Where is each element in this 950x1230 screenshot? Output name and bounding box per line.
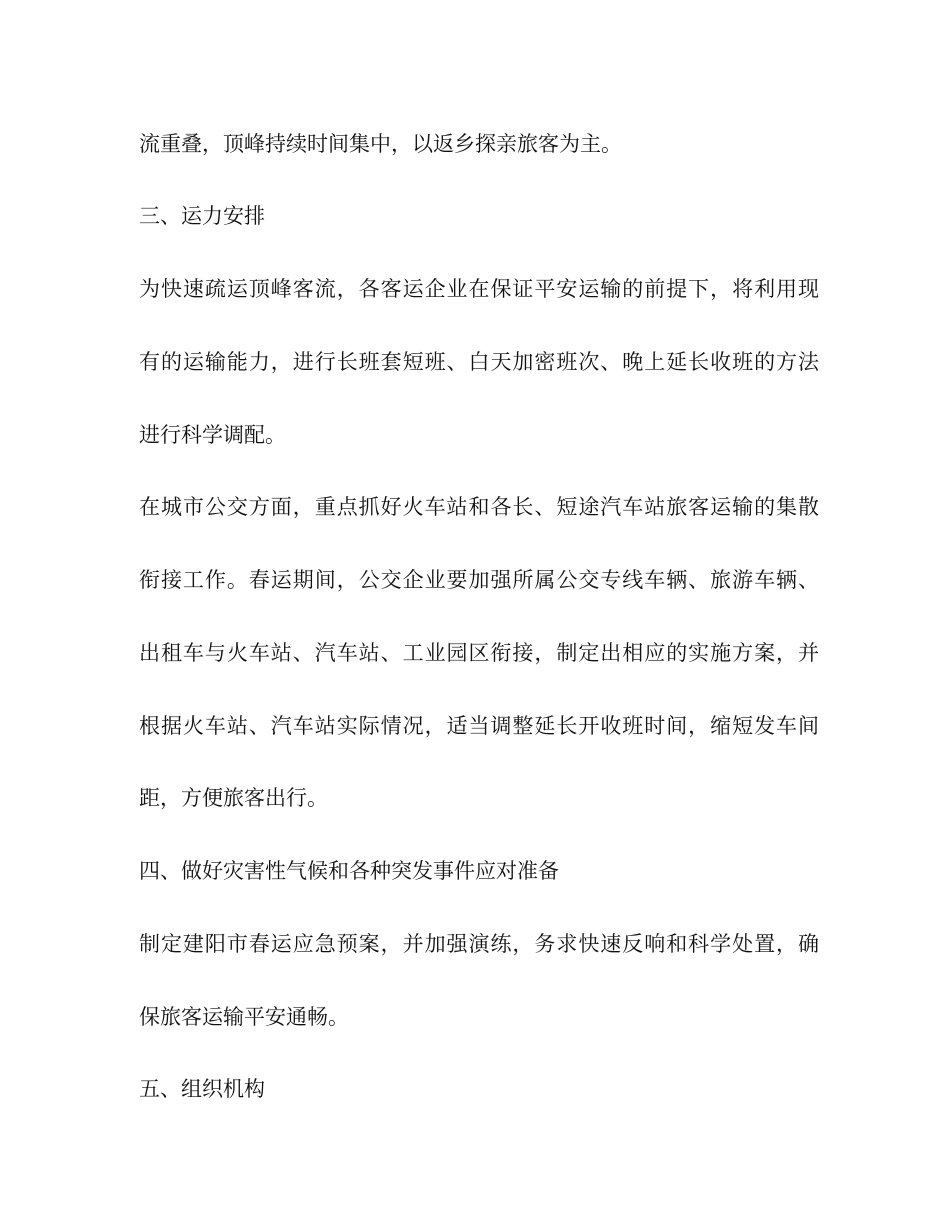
paragraph-line-10: 距，方便旅客出行。: [139, 786, 328, 810]
paragraph-line-6: 在城市公交方面，重点抓好火车站和各长、短途汽车站旅客运输的集散: [139, 495, 819, 519]
paragraph-line-4: 有的运输能力，进行长班套短班、白天加密班次、晚上延长收班的方法: [139, 350, 819, 374]
section-heading-organization: 五、组织机构: [139, 1077, 265, 1101]
paragraph-line-7: 衔接工作。春运期间，公交企业要加强所属公交专线车辆、旅游车辆、: [139, 568, 819, 592]
paragraph-line-5: 进行科学调配。: [139, 423, 286, 447]
paragraph-line-1: 流重叠，顶峰持续时间集中，以返乡探亲旅客为主。: [139, 132, 622, 156]
paragraph-line-12: 制定建阳市春运应急预案，并加强演练，务求快速反响和科学处置，确: [139, 932, 819, 956]
paragraph-line-13: 保旅客运输平安通畅。: [139, 1005, 349, 1029]
paragraph-line-9: 根据火车站、汽车站实际情况，适当调整延长开收班时间，缩短发车间: [139, 714, 819, 738]
paragraph-line-8: 出租车与火车站、汽车站、工业园区衔接，制定出相应的实施方案，并: [139, 641, 819, 665]
section-heading-emergency-preparedness: 四、做好灾害性气候和各种突发事件应对准备: [139, 859, 559, 883]
section-heading-transport-capacity: 三、运力安排: [139, 204, 265, 228]
paragraph-line-3: 为快速疏运顶峰客流，各客运企业在保证平安运输的前提下，将利用现: [139, 277, 819, 301]
